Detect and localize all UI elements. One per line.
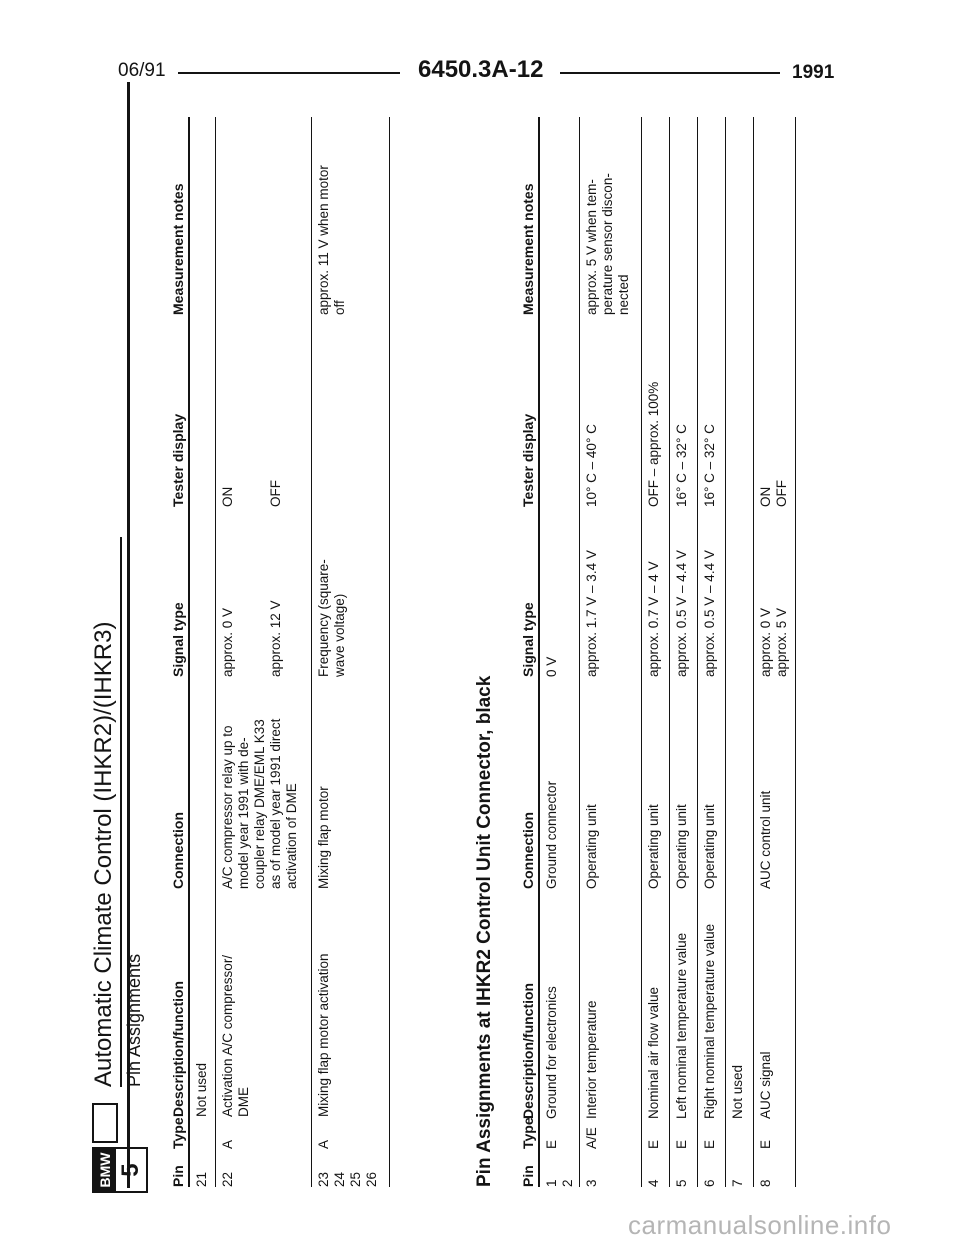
col-signal-type: Signal type <box>520 602 536 677</box>
pin-table-1 <box>164 117 390 1187</box>
col-description: Description/function <box>520 982 536 1119</box>
cell-connection: Operating unit <box>702 804 717 889</box>
cell-type: A <box>220 1139 235 1149</box>
col-tester-display: Tester display <box>520 413 536 507</box>
cell-signal-type: approx. 0.5 V – 4.4 V <box>702 550 717 677</box>
cell-description: AUC signal <box>758 1051 773 1119</box>
page-title: Automatic Climate Control (IHKR2)/(IHKR3) <box>90 621 117 1087</box>
col-pin: Pin <box>170 1165 186 1187</box>
section-title: Pin Assignments at IHKR2 Control Unit Connector, black <box>474 675 495 1187</box>
cell-pin: 1 2 <box>544 1179 575 1187</box>
cell-tester-display: 16° C – 32° C <box>702 424 717 507</box>
col-description: Description/function <box>170 980 186 1117</box>
col-type: Type <box>170 1117 186 1149</box>
bmw-series-logo <box>92 1147 148 1193</box>
table-row <box>216 117 312 1187</box>
cell-pin: 5 <box>674 1179 689 1187</box>
table-row <box>190 117 216 1187</box>
table-row <box>580 117 642 1187</box>
logo-blank-box <box>92 1103 118 1143</box>
cell-signal-type: Frequency (square- wave voltage) <box>316 559 347 677</box>
cell-signal-type: approx. 1.7 V – 3.4 V <box>584 550 599 677</box>
cell-pin: 8 <box>758 1179 773 1187</box>
cell-description: Right nominal temperature value <box>702 923 717 1119</box>
cell-connection: Operating unit <box>646 804 661 889</box>
page-header <box>0 52 960 88</box>
cell-tester-display: OFF – approx. 100% <box>646 381 661 507</box>
cell-pin: 4 <box>646 1179 661 1187</box>
header-date: 06/91 <box>118 60 166 81</box>
header-rule-right <box>560 72 780 74</box>
cell-tester-display: 16° C – 32° C <box>674 424 689 507</box>
header-year: 1991 <box>792 62 835 83</box>
cell-type: E <box>674 1139 689 1149</box>
table-row <box>312 117 390 1187</box>
site-watermark: carmanualsonline.info <box>628 1210 892 1240</box>
cell-signal-type: approx. 0.5 V – 4.4 V <box>674 550 689 677</box>
col-connection: Connection <box>170 812 186 889</box>
table-row <box>754 117 796 1187</box>
col-tester-display: Tester display <box>170 413 186 507</box>
cell-type: E <box>702 1139 717 1149</box>
cell-signal-type: approx. 0.7 V – 4 V <box>646 561 661 677</box>
cell-description: Interior temperature <box>584 1000 599 1119</box>
cell-connection: Operating unit <box>674 804 689 889</box>
cell-pin: 3 <box>584 1179 599 1187</box>
cell-description: Left nominal temperature value <box>674 932 689 1119</box>
col-type: Type <box>520 1117 536 1149</box>
cell-tester-display: ON OFF <box>758 480 789 507</box>
pin-table-2 <box>514 117 796 1187</box>
cell-connection: AUC control unit <box>758 790 773 889</box>
cell-measurement-notes: approx. 11 V when motor off <box>316 165 347 315</box>
cell-tester-display: 10° C – 40° C <box>584 424 599 507</box>
title-rule <box>120 537 122 1087</box>
cell-type: E <box>758 1139 773 1149</box>
rotated-page-content <box>90 85 800 1195</box>
cell-pin: 23 24 25 26 <box>316 1171 379 1187</box>
table-header <box>164 117 190 1187</box>
col-measurement-notes: Measurement notes <box>520 183 536 315</box>
cell-measurement-notes: approx. 5 V when tem- perature sensor discon- nected <box>584 173 631 315</box>
table-row <box>540 117 580 1187</box>
cell-pin: 6 <box>702 1179 717 1187</box>
logo-brand: BMW <box>94 1149 116 1191</box>
cell-type: A/E <box>584 1127 599 1149</box>
cell-signal-type: approx. 0 V approx. 5 V <box>758 607 789 677</box>
cell-description: Not used <box>194 1062 209 1117</box>
header-doc-number: 6450.3A-12 <box>418 56 544 83</box>
table-header <box>514 117 540 1187</box>
cell-type: E <box>646 1139 661 1149</box>
cell-connection: Operating unit <box>584 804 599 889</box>
page-subtitle: Pin Assignments <box>124 953 144 1087</box>
cell-tester-display: ON OFF <box>220 480 283 507</box>
cell-description: Not used <box>730 1064 745 1119</box>
table-row <box>698 117 726 1187</box>
cell-description: Ground for electronics <box>544 986 559 1119</box>
table-row <box>670 117 698 1187</box>
cell-type: E <box>544 1139 559 1149</box>
logo-series: 5 <box>117 1163 144 1177</box>
cell-connection: Mixing flap motor <box>316 786 331 889</box>
cell-connection: Ground connector <box>544 780 559 889</box>
cell-pin: 22 <box>220 1171 235 1187</box>
cell-signal-type: approx. 0 V approx. 12 V <box>220 600 283 677</box>
cell-pin: 7 <box>730 1179 745 1187</box>
col-signal-type: Signal type <box>170 602 186 677</box>
table-row <box>726 117 754 1187</box>
cell-description: Activation A/C compressor/ DME <box>220 954 251 1117</box>
col-connection: Connection <box>520 812 536 889</box>
cell-pin: 21 <box>194 1171 209 1187</box>
col-pin: Pin <box>520 1165 536 1187</box>
cell-connection: A/C compressor relay up to model year 1991 with de- coupler relay DME/EML K33 as of model year 1991 direct activation of DME <box>220 718 299 889</box>
col-measurement-notes: Measurement notes <box>170 183 186 315</box>
cell-type: A <box>316 1139 331 1149</box>
table-row <box>642 117 670 1187</box>
cell-signal-type: 0 V <box>544 656 559 677</box>
cell-description: Nominal air flow value <box>646 986 661 1119</box>
cell-description: Mixing flap motor activation <box>316 953 331 1117</box>
header-rule-left <box>178 72 400 74</box>
